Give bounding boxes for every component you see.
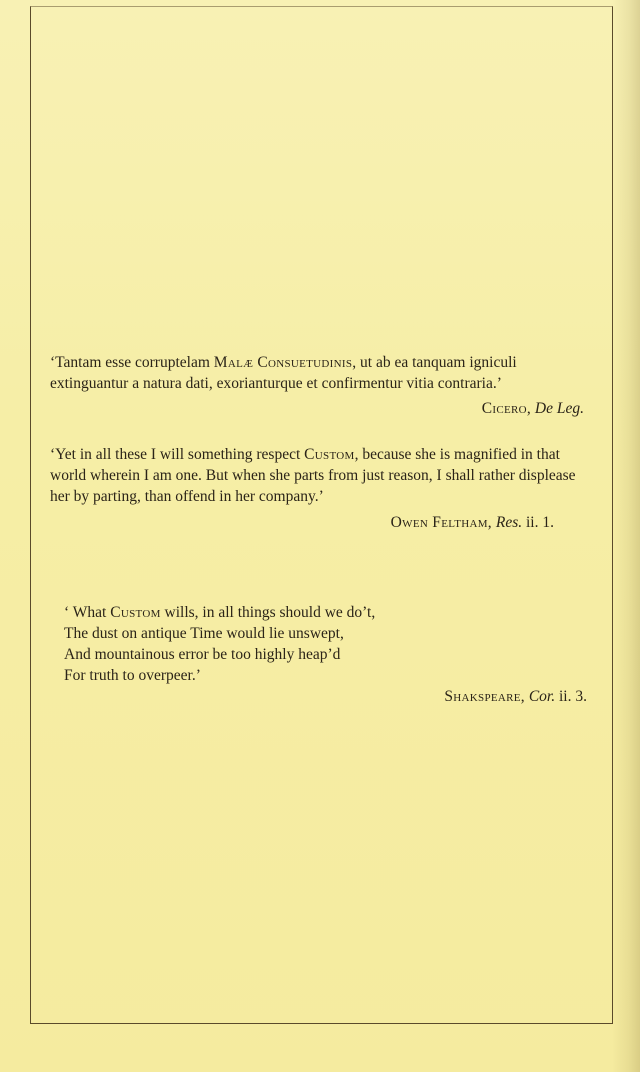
cicero-quote xyxy=(50,352,598,394)
attribution-work: De Leg. xyxy=(534,400,584,417)
quote-text-open: ‘Tantam esse corruptelam xyxy=(50,354,214,371)
verse-line-rest: wills, in all things should we do’t, xyxy=(160,604,376,621)
cicero-attribution xyxy=(482,398,584,419)
quote-text-rest: , ut ab ea tanquam igniculi extinguantur a natura dati, exorianturque et confirmentur vitia contraria.’ xyxy=(50,354,517,392)
quote-text-rest: , because she is magnified in that world wherein I am one. But when she parts from just reason, I shall rather displease her by parting, than offend in her company.’ xyxy=(50,446,576,505)
attribution-work: Res. xyxy=(495,514,523,531)
attribution-work: Cor. xyxy=(528,688,556,705)
verse-line: For truth to overpeer.’ xyxy=(64,667,201,684)
quote-text-open: ‘Yet in all these I will something respect xyxy=(50,446,305,463)
attribution-ref: ii. 1. xyxy=(526,514,554,531)
feltham-quote xyxy=(50,444,598,507)
feltham-attribution xyxy=(391,512,554,533)
shakspeare-attribution xyxy=(444,686,587,707)
attribution-author: Owen Feltham, xyxy=(390,514,492,531)
attribution-author: Shakspeare, xyxy=(444,688,525,705)
quote-emphasis: Custom xyxy=(304,446,355,463)
verse-line xyxy=(64,602,544,623)
attribution-author: Cicero, xyxy=(481,400,532,417)
verse-line-open: ‘ What xyxy=(64,604,111,621)
quote-emphasis: Malæ Consuetudinis xyxy=(213,354,353,371)
verse-line: The dust on antique Time would lie unswept, xyxy=(64,625,344,642)
verse-line: And mountainous error be too highly heap’d xyxy=(64,646,341,663)
page-edge-shadow xyxy=(612,0,640,1072)
shakspeare-verse xyxy=(64,602,544,686)
verse-emphasis: Custom xyxy=(110,604,161,621)
attribution-ref: ii. 3. xyxy=(559,688,587,705)
